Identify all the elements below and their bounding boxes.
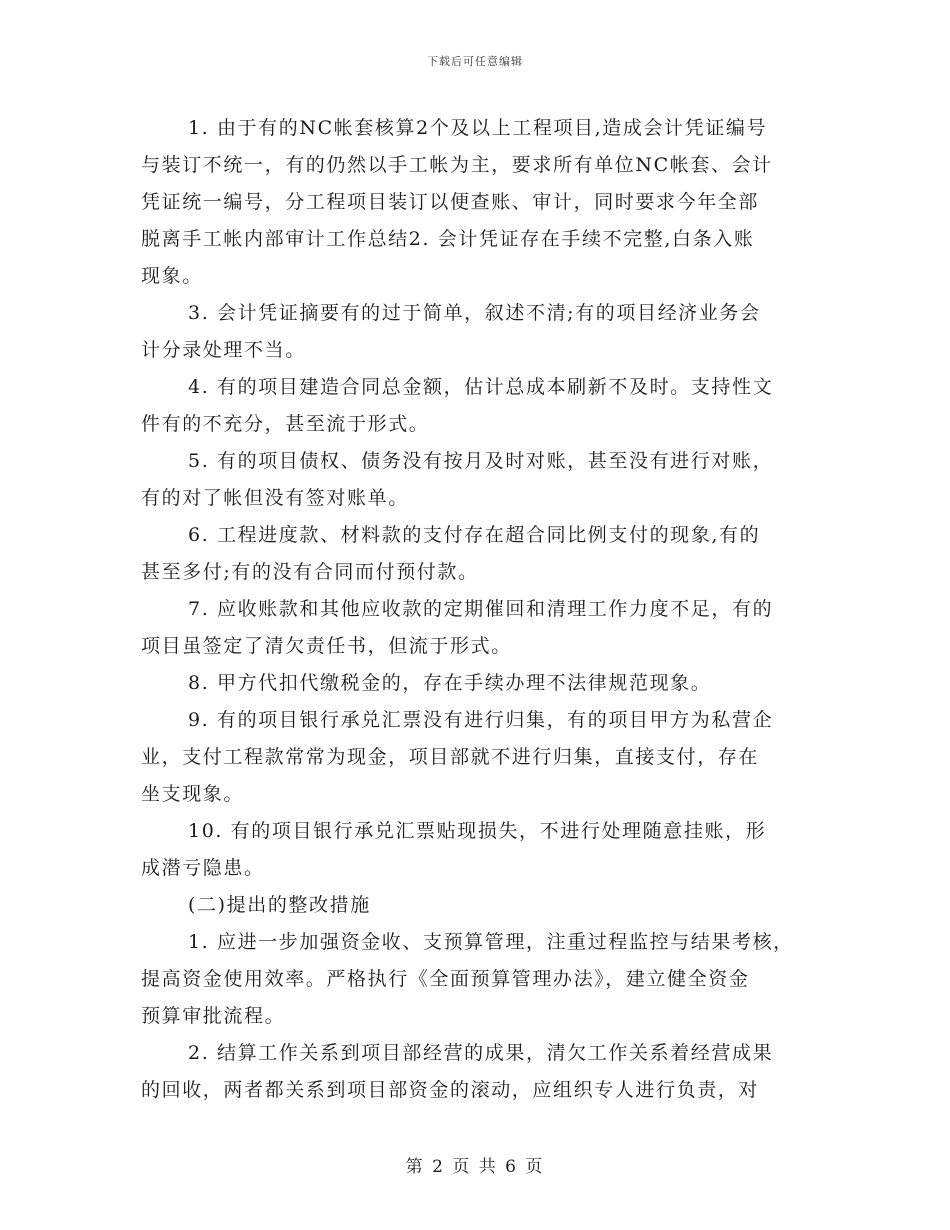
text-line: 坐支现象。 [141,783,245,805]
text-line: 3. 会计凭证摘要有的过于简单，叙述不清;有的项目经济业务会 [188,302,761,324]
text-line: 件有的不充分，甚至流于形式。 [141,413,430,435]
text-line: 与装订不统一，有的仍然以手工帐为主，要求所有单位NC帐套、会计 [141,154,773,176]
text-line: 成潜亏隐患。 [141,857,265,879]
text-line: 提高资金使用效率。严格执行《全面预算管理办法》，建立健全资金 [141,968,750,990]
document-body [141,110,821,1109]
page-number: 第 2 页 共 6 页 [405,1157,545,1177]
text-line: 5. 有的项目债权、债务没有按月及时对账，甚至没有进行对账， [188,450,774,472]
text-line: 的回收，两者都关系到项目部资金的滚动，应组织专人进行负责，对 [141,1079,760,1101]
text-line: 预算审批流程。 [141,1005,286,1027]
text-line: 2. 结算工作关系到项目部经营的成果，清欠工作关系着经营成果 [188,1042,774,1064]
text-line: 6. 工程进度款、材料款的支付存在超合同比例支付的现象,有的 [188,524,761,546]
text-line: 现象。 [141,265,203,287]
text-line: 1. 应进一步加强资金收、支预算管理，注重过程监控与结果考核， [188,931,794,953]
text-line: 有的对了帐但没有签对账单。 [141,487,409,509]
text-line: 脱离手工帐内部审计工作总结2. 会计凭证存在手续不完整,白条入账 [141,228,755,250]
text-line: 1. 由于有的NC帐套核算2个及以上工程项目,造成会计凭证编号 [188,117,768,139]
text-line: 业，支付工程款常常为现金，项目部就不进行归集，直接支付，存在 [141,746,760,768]
text-line: 项目虽签定了清欠责任书，但流于形式。 [141,635,512,657]
text-line: 7. 应收账款和其他应收款的定期催回和清理工作力度不足，有的 [188,598,774,620]
text-line: 9. 有的项目银行承兑汇票没有进行归集，有的项目甲方为私营企 [188,709,774,731]
text-line: 甚至多付;有的没有合同而付预付款。 [141,561,479,583]
page-header-note: 下载后可任意编辑 [427,55,523,68]
text-line: 计分录处理不当。 [141,339,306,361]
text-line: 4. 有的项目建造合同总金额，估计总成本刷新不及时。支持性文 [188,376,774,398]
text-line: (二)提出的整改措施 [188,894,371,916]
text-line: 8. 甲方代扣代缴税金的，存在手续办理不法律规范现象。 [188,672,712,694]
text-line: 10. 有的项目银行承兑汇票贴现损失，不进行处理随意挂账，形 [188,820,767,842]
text-line: 凭证统一编号，分工程项目装订以便查账、审计，同时要求今年全部 [141,191,760,213]
